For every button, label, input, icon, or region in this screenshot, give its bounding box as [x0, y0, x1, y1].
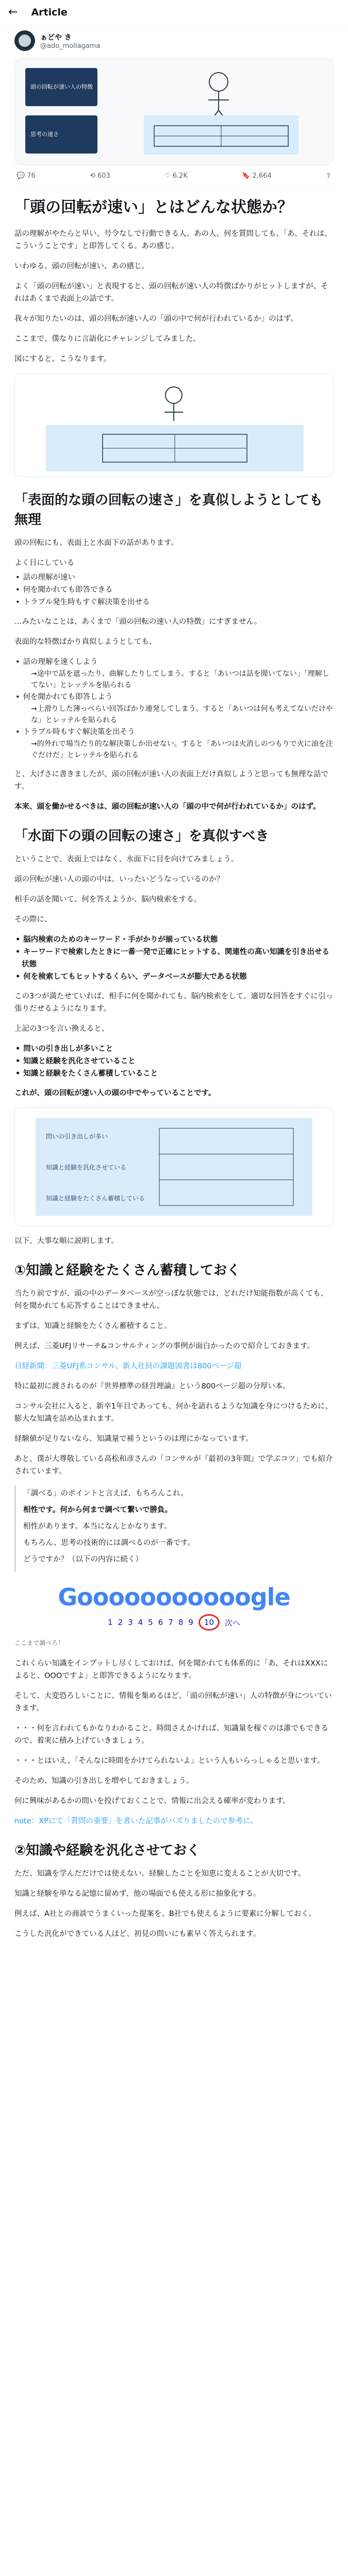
- paragraph: 図にすると、こうなります。: [14, 355, 111, 363]
- diagram-label-bottom: 知識と経験をたくさん蓄積している: [46, 1195, 145, 1202]
- paragraph: 話の理解がやたらと早い、号令なしで行動できる人、あの人、何を質問しても、「あ、それは、こういうことです」と即答してくる。あの感じ。: [14, 230, 332, 250]
- repost-count: 603: [97, 172, 110, 180]
- hero-illustration: [15, 59, 333, 164]
- reply-button[interactable]: [16, 172, 36, 180]
- top-bar: [0, 0, 348, 25]
- list-subitem: →的外れで場当たり的な解決策しか出せない。すると「あいつは火消しのつもりで火に油を注ぐだけだ」とレッテルを貼られる: [31, 740, 333, 759]
- list-item: • 脳内検索のためのキーワード・手がかりが揃っている状態: [22, 934, 334, 946]
- page-number[interactable]: 5: [148, 1618, 153, 1627]
- section-heading-5: ②知識や経験を汎化させておく: [14, 1843, 201, 1858]
- paragraph: これくらい知識をインプットし尽くしておけば、何を聞かれても体系的に「あ、それはXXXによると、OOOですよ」と即答できるようになります。: [14, 1659, 328, 1680]
- paragraph: 以下、大事な順に説明します。: [14, 1237, 119, 1245]
- paragraph: ・・・何を言われてもかなりわかること、時間さえかければ、知識量を稼ぐのは誰でもできるので、着実に積み上げていきましょう。: [14, 1724, 328, 1745]
- google-logo: [58, 1583, 290, 1611]
- page-number[interactable]: 9: [188, 1618, 193, 1627]
- paragraph: 我々が知りたいのは、頭の回転が速い人の「頭の中で何が行われているか」のはず。: [14, 315, 298, 323]
- paragraph: コンサル会社に入ると、新卒1年目であっても、何かを語れるような知識を身につけるために、膨大な知識を詰め込まれます。: [14, 1402, 333, 1423]
- bookmark-button[interactable]: [242, 172, 271, 180]
- paragraph: 頭の回転が速い人の頭の中は、いったいどうなっているのか？: [14, 875, 224, 884]
- paragraph: と、大げさに書きましたが、頭の回転が速い人の表面上だけ真似しようと思っても無理な話です。: [14, 770, 328, 791]
- paragraph: 知識と経験を単なる記憶に留めず、他の場面でも使える形に抽象化する。: [14, 1890, 261, 1898]
- next-page-link[interactable]: 次へ: [225, 1618, 241, 1628]
- repost-button[interactable]: [90, 172, 110, 180]
- paragraph: 頭の回転にも、表面上と水面下の話があります。: [14, 539, 178, 547]
- section-heading-2: 「表面的な頭の回転の速さ」を真似しようとしても無理: [14, 493, 323, 528]
- image-caption: ここまで調べろ！: [14, 1639, 64, 1647]
- share-icon: ⇪: [326, 172, 332, 180]
- paragraph: そして、大変恐ろしいことに、情報を集めるほど、「頭の回転が速い」人の特徴が身についていきます。: [14, 1692, 332, 1713]
- list-subitem: →上滑りした薄っぺらい回答ばかり連発してしまう。すると「あいつは何も考えてないだけやな」とレッテルを貼られる: [31, 705, 333, 724]
- section-heading-4: ①知識と経験をたくさん蓄積しておく: [14, 1263, 241, 1278]
- like-button[interactable]: [164, 172, 188, 180]
- diagram-label-top: 問いの引き出しが多い: [46, 1133, 108, 1140]
- diagram-label-mid: 知識と経験を汎化させている: [46, 1164, 127, 1171]
- reply-count: 76: [27, 172, 36, 180]
- list-item: • 問いの引き出しが多いこと: [22, 1043, 334, 1055]
- page-number-circled[interactable]: 10: [198, 1614, 220, 1631]
- hero-panel-top-text: 頭の回転が速い人の特徴: [30, 83, 93, 90]
- list-item: • 何を聞かれても即答しよう: [22, 691, 334, 703]
- bullet-list: [14, 571, 334, 608]
- paragraph: ということで、表面上ではなく、水面下に目を向けてみましょう。: [14, 855, 239, 863]
- external-link[interactable]: note：XPにて「質問の重要」を書いた記事がバズりましたので参考に。: [14, 1817, 258, 1825]
- quote-line: 相性です。何から何まで調べて繋いで勝負。: [23, 1506, 172, 1514]
- paragraph: 上記の3つを言い換えると、: [14, 1025, 109, 1033]
- paragraph: これが、頭の回転が速い人の頭の中でやっていることです。: [14, 1089, 216, 1097]
- paragraph: まずは、知識と経験をたくさん蓄積すること。: [14, 1322, 172, 1330]
- page-number[interactable]: 4: [138, 1618, 143, 1627]
- list-item: • 話の理解を速くしよう: [22, 656, 334, 668]
- share-button[interactable]: [326, 172, 332, 180]
- page-numbers: [108, 1614, 240, 1631]
- paragraph: ここまで、僕なりに言語化にチャレンジしてみました。: [14, 335, 201, 343]
- section-heading-3: 「水面下の頭の回転の速さ」を真似すべき: [14, 828, 269, 844]
- paragraph: いわゆる、頭の回転が速い、あの感じ。: [14, 262, 149, 270]
- bullet-list: [14, 656, 334, 761]
- bullet-list: [14, 934, 334, 983]
- engagement-bar: [14, 169, 334, 185]
- list-item: • 知識と経験を汎化させていること: [22, 1055, 334, 1067]
- google-logo-text: Gooooooooooogle: [58, 1583, 290, 1611]
- paragraph: 何に興味があるかの問いを投げておくことで、情報に出会える確率が変わります。: [14, 1797, 291, 1805]
- hero-image[interactable]: [14, 58, 334, 165]
- paragraph: あと、僕が大尊敬している高松和彦さんの「コンサルが『最初の3年間』で学ぶコツ」でも紹介されています。: [14, 1455, 333, 1476]
- back-arrow-icon[interactable]: ←: [8, 6, 18, 19]
- list-item: • 何を聞かれても即答できる: [22, 584, 334, 596]
- paragraph: ただ、知識を学んだだけでは使えない。経験したことを知恵に変えることが大切です。: [14, 1870, 306, 1878]
- paragraph: よく「頭の回転が速い」と表現すると、頭の回転が速い人の特徴ばかりがヒットしますが、それはあくまで表面上の話です。: [14, 282, 328, 303]
- quote-line: 相性があります。本当になんとかなります。: [23, 1522, 172, 1531]
- external-link[interactable]: 日経新聞：三菱UFJ系コンサル、新人社員の課題図書は800ページ超: [14, 1362, 242, 1370]
- layer-diagram[interactable]: [14, 1107, 334, 1227]
- avatar[interactable]: [14, 30, 35, 51]
- hero-panel-mid-text: 思考の速さ: [30, 131, 59, 138]
- section-heading-1: 「頭の回転が速い」とはどんな状態か？: [14, 198, 293, 216]
- diagram-figure[interactable]: [14, 373, 334, 477]
- paragraph: よく目にしている: [14, 559, 74, 567]
- paragraph: そのため、知識の引き出しを増やしておきましょう。: [14, 1777, 194, 1785]
- repost-icon: ⟲: [90, 172, 95, 180]
- list-item: • 話の理解が速い: [22, 571, 334, 584]
- heart-icon: ♡: [164, 172, 171, 180]
- list-item: • 知識と経験をたくさん蓄積していること: [22, 1067, 334, 1080]
- list-subitem: →途中で話を遮ったり、曲解したりしてしまう。すると「あいつは話を聞いてない」「理解してない」とレッテルを貼られる: [31, 670, 329, 689]
- paragraph: 例えば、三菱UFJリサーチ&コンサルティングの事例が面白かったので紹介しておきます。: [14, 1342, 314, 1350]
- paragraph: 当たり前ですが、頭の中のデータベースが空っぽな状態では、どれだけ知能指数が高くても、何を聞かれても応答することはできません。: [14, 1290, 328, 1310]
- paragraph: 表面的な特徴ばかり真似しようとしても、: [14, 638, 157, 646]
- quote-line: どうですか？（以下の内容に続く）: [23, 1555, 143, 1564]
- layer-diagram-graphic: [15, 1108, 333, 1226]
- author-row[interactable]: [14, 25, 334, 54]
- list-item: • 何を検索してもヒットするくらい、データベースが膨大である状態: [22, 971, 334, 983]
- author-name[interactable]: ぁどや き: [40, 33, 72, 42]
- paragraph: こうした汎化ができている人ほど、初見の問いにも素早く答えられます。: [14, 1930, 261, 1938]
- reply-icon: 💬: [16, 172, 25, 180]
- quote-line: もちろん、思考の技術的には調べるのが一番です。: [23, 1539, 195, 1547]
- paragraph: 例えば、A社との商談でうまくいった提案を、B社でも使えるように要素に分解しておく。: [14, 1910, 317, 1918]
- bookmark-count: 2,664: [252, 172, 272, 180]
- list-item: • トラブル発生時もすぐ解決策を出せる: [22, 596, 334, 608]
- paragraph: 相手の話を聞いて、何を答えようか、脳内検索をする。: [14, 895, 202, 904]
- iceberg-diagram: [15, 374, 333, 477]
- page-number[interactable]: 7: [168, 1618, 173, 1627]
- bookmark-icon: 🔖: [242, 172, 251, 180]
- like-count: 6.2K: [172, 172, 188, 180]
- page-title: Article: [31, 7, 68, 18]
- page-number[interactable]: 3: [128, 1618, 133, 1627]
- list-item: • トラブル時もすぐ解決策を出そう: [22, 726, 334, 738]
- paragraph: 経験値が足りないなら、知識量で補うというのは理にかなっています。: [14, 1435, 253, 1443]
- paragraph: 特に最初に渡されるのが『世界標準の経営理論』という800ページ超の分厚い本。: [14, 1382, 290, 1391]
- google-pagination-image[interactable]: [14, 1583, 334, 1631]
- paragraph: 本来、頭を働かせるべきは、頭の回転が速い人の「頭の中で何が行われているか」のはず。: [14, 803, 321, 811]
- paragraph: …みたいなことは、あくまで「頭の回転の速い人の特徴」にすぎません。: [14, 618, 262, 626]
- paragraph: ・・・とはいえ、「そんなに時間をかけてられないよ」という人もいらっしゃると思います。: [14, 1757, 325, 1765]
- author-handle: @ado_mollagama: [40, 42, 101, 50]
- page-number[interactable]: 2: [118, 1618, 123, 1627]
- list-item: • キーワードで検索したときに一番一発で正確にヒットする、関連性の高い知識を引き出せる状態: [22, 946, 334, 971]
- page-number[interactable]: 1: [107, 1618, 113, 1627]
- blockquote: [14, 1485, 334, 1572]
- paragraph: この3つが満たせていれば、相手に何を聞かれても、脳内検索をして、適切な回答をすぐに引っ張りだせるようになります。: [14, 992, 333, 1013]
- article-container: [0, 25, 348, 1940]
- bullet-list: [14, 1043, 334, 1080]
- page-number[interactable]: 6: [158, 1618, 163, 1627]
- paragraph: その際に、: [14, 916, 52, 924]
- quote-line: 「調べる」のポイントと言えば、もちろんこれ。: [23, 1489, 188, 1498]
- page-number[interactable]: 8: [178, 1618, 184, 1627]
